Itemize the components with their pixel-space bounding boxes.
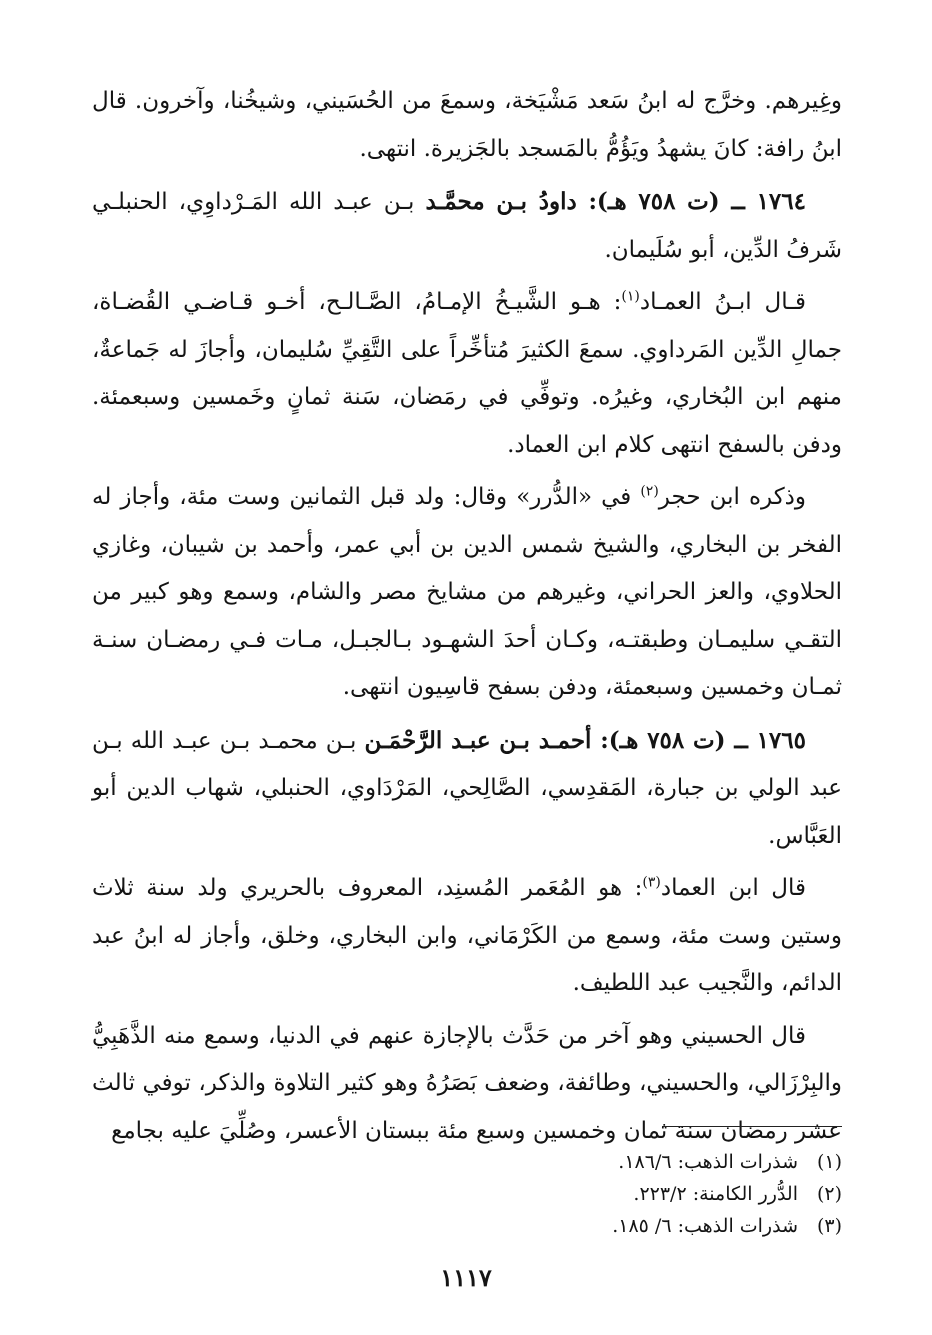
paragraph-husayni [92,1013,842,1156]
footnote-1 [92,1146,842,1178]
paragraph-continuation [92,78,842,173]
entry-text: بـن محمـد بـن عبـد الله بـن عبد الولي بن جبارة، المَقدِسي، الصَّالِحي، المَرْدَاوي، الحنبلي، شهاب الدين أبو العَبَّاس. [92,727,842,849]
body-text [92,78,842,1160]
paragraph-text: قال ابن العماد [660,875,806,901]
footnote-number: (٢) [816,1183,842,1205]
entry-heading: ١٧٦٤ ــ (ت ٧٥٨ هـ): داودُ بـن محمَّـد [425,188,806,215]
footnote-ref: (١) [621,288,640,305]
footnote-2 [92,1178,842,1210]
paragraph-text: في «الدُّرر» وقال: ولد قبل الثمانين وست مئة، وأجاز له الفخر بن البخاري، والشيخ شمس الدين بن أبي عمر، وأحمد بن شيبان، وغازي الحلاوي، والعز الحراني، وغيرهم من مشايخ مصر والشام، وسمع وهو كبير من التقـي سليمـان وطبقتـه، وكـان أحدَ الشهـود بـالجبـل، مـات فـي رمضـان سنـة ثمـان وخمسين وسبعمئة، ودفن بسفح قاسِيون انتهى. [92,484,842,700]
paragraph-text: : هو المُعَمر المُسنِد، المعروف بالحريري ولد سنة ثلاث وستين وست مئة، وسمع من الكَرْمَاني، وابن البخاري، وخلق، وأجاز له ابنُ عبد الدائم، والنَّجيب عبد اللطيف. [92,875,842,996]
paragraph-text: قـال ابـنُ العمـاد [639,289,806,315]
footnote-ref: (٢) [640,483,659,500]
footnote-number: (١) [816,1151,842,1173]
paragraph-ibn-al-imad-3 [92,865,842,1008]
paragraph-ibn-hajar [92,474,842,712]
paragraph-text: قال الحسيني وهو آخر من حَدَّث بالإجازة عنهم في الدنيا، وسمع منه الذَّهَبِيُّ والبِرْزَالي، والحسيني، وطائفة، وضعف بَصَرُهُ وهو كثير التلاوة والذكر، توفي ثالث عشر رمضان سنة ثمان وخمسين وسبع مئة ببستان الأعسر، وصُلِّيَ عليه بجامع [92,1022,842,1144]
entry-1765 [92,717,842,861]
paragraph-ibn-al-imad-1 [92,279,842,469]
entry-heading: ١٧٦٥ ــ (ت ٧٥٨ هـ): أحمـد بـن عبـد الرَّحْمَـن [364,726,806,754]
entry-1764 [92,178,842,274]
footnote-text: شذرات الذهب: ٦/ ١٨٥. [612,1215,798,1237]
footnote-3 [92,1210,842,1242]
paragraph-text: : هـو الشَّيـخُ الإمـامُ، الصَّـالـح، أخـو قـاضـي القُضـاة، جمالِ الدِّين المَرداوي. سمعَ الكثيرَ مُتأخِّراً على التَّقِيِّ سُليمان، وأجازَ له جَماعةٌ، منهم ابن البُخاري، وغيرُه. وتوفِّي في رمَضان، سَنة ثمانٍ وخَمسين وسبعمئة. ودفن بالسفح انتهى كلام ابن العماد. [92,289,842,458]
footnote-divider [662,1126,842,1127]
footnotes [92,1146,842,1242]
footnote-text: شذرات الذهب: ١٨٦/٦. [618,1151,798,1173]
footnote-text: الدُّرر الكامنة: ٢٢٣/٢. [633,1183,798,1205]
footnote-ref: (٣) [642,874,661,891]
paragraph-text: وغِيرهم. وخرَّج له ابنُ سَعد مَشْيَخة، وسمعَ من الحُسَيني، وشيخُنا، وآخرون. قال ابنُ رافة: كانَ يشهدُ ويَؤُمُّ بالمَسجد بالجَزيرة. انتهى. [92,88,842,162]
page-number: ١١١٧ [440,1263,492,1292]
footnote-number: (٣) [816,1215,842,1237]
entry-text: بـن عبـد الله المَـرْداوِي، الحنبلـي شَرفُ الدِّين، أبو سُلَيمان. [92,189,842,263]
paragraph-text: وذكره ابن حجر [658,484,807,510]
